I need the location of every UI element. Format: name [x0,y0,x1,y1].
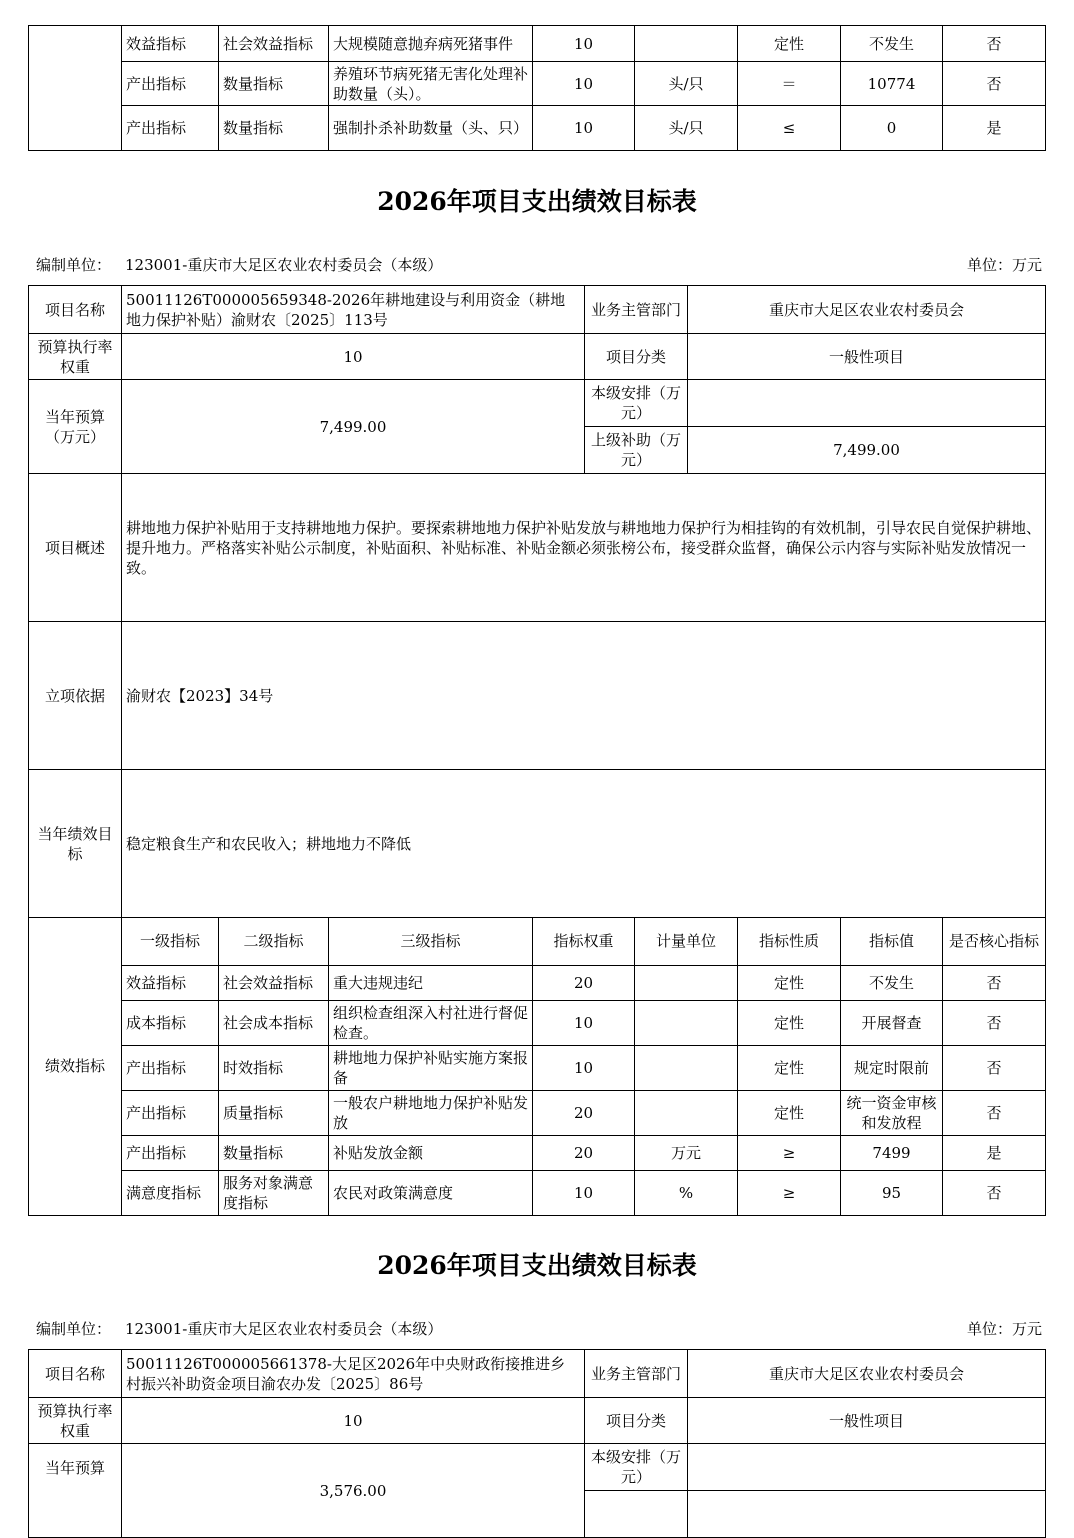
goal-text: 稳定粮食生产和农民收入；耕地地力不降低 [122,770,1046,918]
cell-value: 7499 [841,1135,943,1170]
unit-text: 单位：万元 [966,256,1042,274]
upper-label: 上级补助（万元） [585,427,688,474]
header-unit: 计量单位 [635,917,738,965]
cell-value: 统一资金审核和发放程 [841,1090,943,1135]
header-l1: 一级指标 [122,917,219,965]
project-name: 50011126T000005659348-2026年耕地建设与利用资金（耕地地力保护补贴）渝财农〔2025〕113号 [122,286,585,334]
cell-unit: % [635,1170,738,1215]
cell-weight: 10 [533,1170,635,1215]
cell-unit [635,1090,738,1135]
dept-value: 重庆市大足区农业农村委员会 [688,286,1046,334]
page-title: 2026年项目支出绩效目标表 [377,187,697,216]
cell-l2: 社会成本指标 [219,1000,329,1045]
cell-nature: 定性 [738,1000,841,1045]
org-value: 123001-重庆市大足区农业农村委员会（本级） [125,256,443,274]
cell-l2: 数量指标 [219,106,329,151]
cell-l3: 重大违规违纪 [329,965,533,1000]
cell-l1: 产出指标 [122,62,219,106]
section2-clip [0,1348,1074,1500]
cell-l1: 成本指标 [122,1000,219,1045]
rate-value: 10 [122,1398,585,1444]
cell-l2: 质量指标 [219,1090,329,1135]
cell-core: 否 [943,1045,1046,1090]
indicator-label: 绩效指标 [29,917,122,1215]
local-value [688,380,1046,427]
cell-unit: 头/只 [635,62,738,106]
cell-l2: 数量指标 [219,1135,329,1170]
rate-label: 预算执行率权重 [29,1398,122,1444]
org-label: 编制单位： [36,1320,112,1338]
dept-label: 业务主管部门 [585,1350,688,1398]
cell-l1: 产出指标 [122,1090,219,1135]
rate-label: 预算执行率权重 [29,334,122,380]
page-title: 2026年项目支出绩效目标表 [377,1251,697,1280]
rate-value: 10 [122,334,585,380]
cell-core: 否 [943,965,1046,1000]
cell-unit: 万元 [635,1135,738,1170]
cell-core: 是 [943,1135,1046,1170]
goal-label: 当年绩效目标 [29,770,122,918]
cell-l3: 组织检查组深入村社进行督促检查。 [329,1000,533,1045]
cell-l1: 效益指标 [122,965,219,1000]
budget-value: 3,576.00 [122,1444,585,1538]
cell-l3: 强制扑杀补助数量（头、只） [329,106,533,151]
project-name: 50011126T000005661378-大足区2026年中央财政衔接推进乡村振兴补助资金项目渝农办发〔2025〕86号 [122,1350,585,1398]
cell-l3: 耕地地力保护补贴实施方案报备 [329,1045,533,1090]
project-info-table [28,285,1046,918]
cell-l1: 效益指标 [122,26,219,62]
overview-text: 耕地地力保护补贴用于支持耕地地力保护。要探索耕地地力保护补贴发放与耕地地力保护行为相挂钩的有效机制，引导农民自觉保护耕地、提升地力。严格落实补贴公示制度，补贴面积、补贴标准、补贴金额必须张榜公布，接受群众监督，确保公示内容与实际补贴发放情况一致。 [122,474,1046,622]
project-info-table-2 [28,1349,1046,1538]
local-label: 本级安排（万元） [585,1444,688,1491]
cell-core: 否 [943,1090,1046,1135]
cell-l2: 社会效益指标 [219,26,329,62]
cell-weight: 10 [533,62,635,106]
dept-value: 重庆市大足区农业农村委员会 [688,1350,1046,1398]
cell-nature: ≥ [738,1135,841,1170]
cell-l2: 社会效益指标 [219,965,329,1000]
dept-label: 业务主管部门 [585,286,688,334]
cell-weight: 10 [533,26,635,62]
cell-nature: 定性 [738,1090,841,1135]
cell-weight: 20 [533,965,635,1000]
cell-core: 否 [943,1170,1046,1215]
header-l3: 三级指标 [329,917,533,965]
cell-core: 是 [943,106,1046,151]
cell-nature: 定性 [738,965,841,1000]
indicator-table [28,917,1046,1216]
cell-value: 开展督查 [841,1000,943,1045]
cell-unit [635,1000,738,1045]
cell-l1: 产出指标 [122,1135,219,1170]
cell-weight: 10 [533,1000,635,1045]
upper-value: 7,499.00 [688,427,1046,474]
cell-weight: 10 [533,1045,635,1090]
header-l2: 二级指标 [219,917,329,965]
header-core: 是否核心指标 [943,917,1046,965]
category-value: 一般性项目 [688,334,1046,380]
org-value: 123001-重庆市大足区农业农村委员会（本级） [125,1320,443,1338]
budget-label: 当年预算 [29,1444,122,1538]
category-value: 一般性项目 [688,1398,1046,1444]
local-label: 本级安排（万元） [585,380,688,427]
cell-weight: 20 [533,1090,635,1135]
unit-text: 单位：万元 [966,1320,1042,1338]
budget-label: 当年预算（万元） [29,380,122,474]
header-nature: 指标性质 [738,917,841,965]
cell-nature: ＝ [738,62,841,106]
cell-l3: 一般农户耕地地力保护补贴发放 [329,1090,533,1135]
cell-l1: 产出指标 [122,1045,219,1090]
project-name-label: 项目名称 [29,1350,122,1398]
blank-cell [29,26,122,151]
cell-nature: ≤ [738,106,841,151]
cell-nature: ≥ [738,1170,841,1215]
top-indicator-table [28,25,1046,151]
category-label: 项目分类 [585,334,688,380]
cell-unit [635,1045,738,1090]
cell-core: 否 [943,1000,1046,1045]
cell-l2: 服务对象满意度指标 [219,1170,329,1215]
cell-nature: 定性 [738,26,841,62]
cell-l1: 产出指标 [122,106,219,151]
org-label: 编制单位： [36,256,112,274]
upper-value [688,1491,1046,1538]
cell-value: 不发生 [841,26,943,62]
cell-unit: 头/只 [635,106,738,151]
cell-l2: 数量指标 [219,62,329,106]
basis-label: 立项依据 [29,622,122,770]
header-weight: 指标权重 [533,917,635,965]
cell-l3: 补贴发放金额 [329,1135,533,1170]
cell-weight: 20 [533,1135,635,1170]
cell-l3: 养殖环节病死猪无害化处理补助数量（头）。 [329,62,533,106]
cell-l3: 农民对政策满意度 [329,1170,533,1215]
cell-unit [635,965,738,1000]
cell-nature: 定性 [738,1045,841,1090]
budget-value: 7,499.00 [122,380,585,474]
cell-value: 不发生 [841,965,943,1000]
overview-label: 项目概述 [29,474,122,622]
cell-value: 10774 [841,62,943,106]
cell-value: 95 [841,1170,943,1215]
local-value [688,1444,1046,1491]
project-name-label: 项目名称 [29,286,122,334]
category-label: 项目分类 [585,1398,688,1444]
header-value: 指标值 [841,917,943,965]
upper-label [585,1491,688,1538]
cell-unit [635,26,738,62]
cell-core: 否 [943,62,1046,106]
basis-text: 渝财农【2023】34号 [122,622,1046,770]
cell-value: 0 [841,106,943,151]
cell-l3: 大规模随意抛弃病死猪事件 [329,26,533,62]
cell-l2: 时效指标 [219,1045,329,1090]
cell-value: 规定时限前 [841,1045,943,1090]
cell-weight: 10 [533,106,635,151]
cell-l1: 满意度指标 [122,1170,219,1215]
cell-core: 否 [943,26,1046,62]
